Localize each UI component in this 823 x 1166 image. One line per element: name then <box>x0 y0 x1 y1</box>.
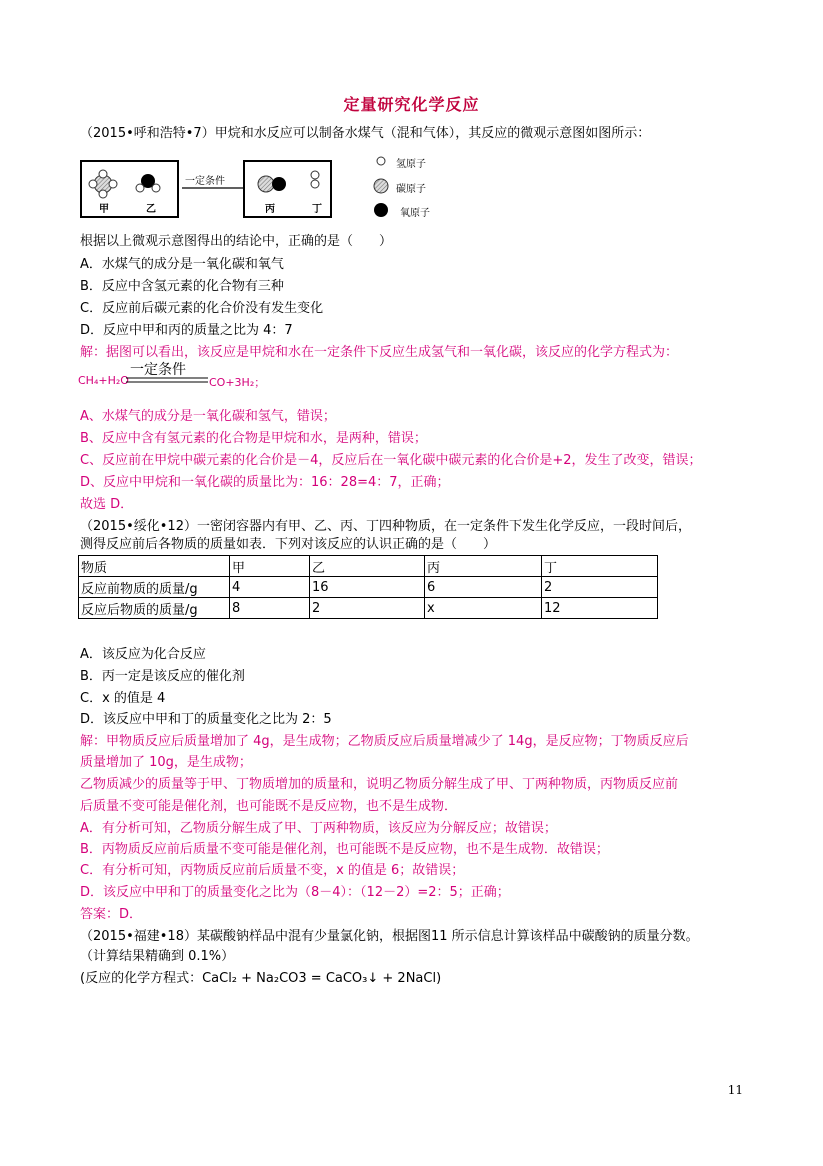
mass-table <box>78 555 658 619</box>
q2-option-b: B．丙一定是该反应的催化剂 <box>80 669 245 684</box>
q1-answer-intro: 解：据图可以看出，该反应是甲烷和水在一定条件下反应生成氢气和一氧化碳，该反应的化学方程式为： <box>80 345 679 360</box>
q2-analysis-1: 解：甲物质反应后质量增加了 4g，是生成物；乙物质反应后质量增减少了 14g，是反应物；丁物质反应后 <box>80 734 689 749</box>
table-row <box>79 598 658 619</box>
legend-oxygen: 氧原子 <box>400 208 430 219</box>
q1-analysis-b: B、反应中含有氢元素的化合物是甲烷和水，是两种，错误； <box>80 431 427 446</box>
arrow-condition: 一定条件 <box>185 176 225 187</box>
table-cell: 2 <box>542 577 658 598</box>
q2-intro-2: 测得反应前后各物质的质量如表．下列对该反应的认识正确的是（ ） <box>80 537 497 552</box>
table-cell: 4 <box>230 577 310 598</box>
equation-right: CO+3H₂； <box>209 376 266 389</box>
q1-analysis-a: A、水煤气的成分是一氧化碳和氢气，错误； <box>80 409 336 424</box>
table-header-row <box>79 556 658 577</box>
q3-line-1: （2015•福建•18）某碳酸钠样品中混有少量氯化钠，根据图11 所示信息计算该样品中碳酸钠的质量分数。 <box>80 929 699 944</box>
q1-option-d: D．反应中甲和丙的质量之比为 4：7 <box>80 323 293 338</box>
page-title: 定量研究化学反应 <box>343 95 480 114</box>
equation-condition: 一定条件 <box>130 362 186 378</box>
q1-analysis-d: D、反应中甲烷和一氧化碳的质量比为：16：28=4：7，正确； <box>80 475 450 490</box>
reactant-box <box>80 160 179 218</box>
label-yi: 乙 <box>146 204 156 215</box>
q1-option-a: A．水煤气的成分是一氧化碳和氧气 <box>80 257 284 272</box>
table-cell: 6 <box>425 577 542 598</box>
table-cell: 12 <box>542 598 658 619</box>
table-cell: 反应前物质的质量/g <box>79 577 230 598</box>
table-cell: x <box>425 598 542 619</box>
legend-carbon: 碳原子 <box>396 184 426 195</box>
q2-option-c: C．x 的值是 4 <box>80 691 166 706</box>
table-cell: 2 <box>310 598 425 619</box>
table-cell: 丁 <box>542 556 658 577</box>
q2-option-d: D．该反应中甲和丁的质量变化之比为 2：5 <box>80 712 332 727</box>
table-cell: 乙 <box>310 556 425 577</box>
label-bing: 丙 <box>265 204 275 215</box>
q2-analysis-c: C．有分析可知，丙物质反应前后质量不变，x 的值是 6；故错误； <box>80 863 465 878</box>
chemical-equation <box>78 360 378 390</box>
label-ding: 丁 <box>312 204 322 215</box>
q1-option-b: B．反应中含氢元素的化合物有三种 <box>80 279 284 294</box>
table-cell: 丙 <box>425 556 542 577</box>
equation-left: CH₄+H₂O <box>78 374 129 387</box>
table-cell: 反应后物质的质量/g <box>79 598 230 619</box>
legend-icons <box>373 152 393 222</box>
table-cell: 16 <box>310 577 425 598</box>
q2-answer: 答案：D． <box>80 907 143 922</box>
table-cell: 8 <box>230 598 310 619</box>
q2-analysis-4: 后质量不变可能是催化剂，也可能既不是反应物，也不是生成物． <box>80 799 458 814</box>
label-jia: 甲 <box>99 204 109 215</box>
q1-intro: （2015•呼和浩特•7）甲烷和水反应可以制备水煤气（混和气体），其反应的微观示意图如图所示： <box>80 126 651 141</box>
q1-analysis-choice: 故选 D． <box>80 497 134 512</box>
q2-analysis-2: 质量增加了 10g，是生成物； <box>80 755 252 770</box>
methane-water-molecules <box>82 162 177 216</box>
q1-stem: 根据以上微观示意图得出的结论中，正确的是（ ） <box>80 234 393 249</box>
q3-equation: (反应的化学方程式：CaCl₂ + Na₂CO3 = CaCO₃↓ + 2NaCl) <box>80 971 442 986</box>
product-box <box>243 160 332 218</box>
q2-analysis-a: A．有分析可知，乙物质分解生成了甲、丁两种物质，该反应为分解反应；故错误； <box>80 821 557 836</box>
q1-option-c: C．反应前后碳元素的化合价没有发生变化 <box>80 301 324 316</box>
q1-analysis-c: C、反应前在甲烷中碳元素的化合价是－4，反应后在一氧化碳中碳元素的化合价是+2，发生了改变，错误； <box>80 453 702 468</box>
page-number: 11 <box>727 1083 743 1097</box>
q3-line-2: （计算结果精确到 0.1%） <box>80 949 235 964</box>
q2-analysis-b: B．丙物质反应前后质量不变可能是催化剂，也可能既不是反应物，也不是生成物．故错误； <box>80 842 609 857</box>
legend-hydrogen: 氢原子 <box>396 159 426 170</box>
table-cell: 甲 <box>230 556 310 577</box>
table-row <box>79 577 658 598</box>
q2-intro-1: （2015•绥化•12）一密闭容器内有甲、乙、丙、丁四种物质，在一定条件下发生化学反应，一段时间后， <box>80 519 691 534</box>
q2-analysis-d: D．该反应中甲和丁的质量变化之比为（8－4）：（12－2）=2：5；正确； <box>80 885 510 900</box>
q2-option-a: A．该反应为化合反应 <box>80 647 206 662</box>
table-cell: 物质 <box>79 556 230 577</box>
q2-analysis-3: 乙物质减少的质量等于甲、丁物质增加的质量和，说明乙物质分解生成了甲、丁两种物质，丙物质反应前 <box>80 777 679 792</box>
reaction-diagram <box>80 152 460 224</box>
equals-sign-icon <box>126 376 208 384</box>
